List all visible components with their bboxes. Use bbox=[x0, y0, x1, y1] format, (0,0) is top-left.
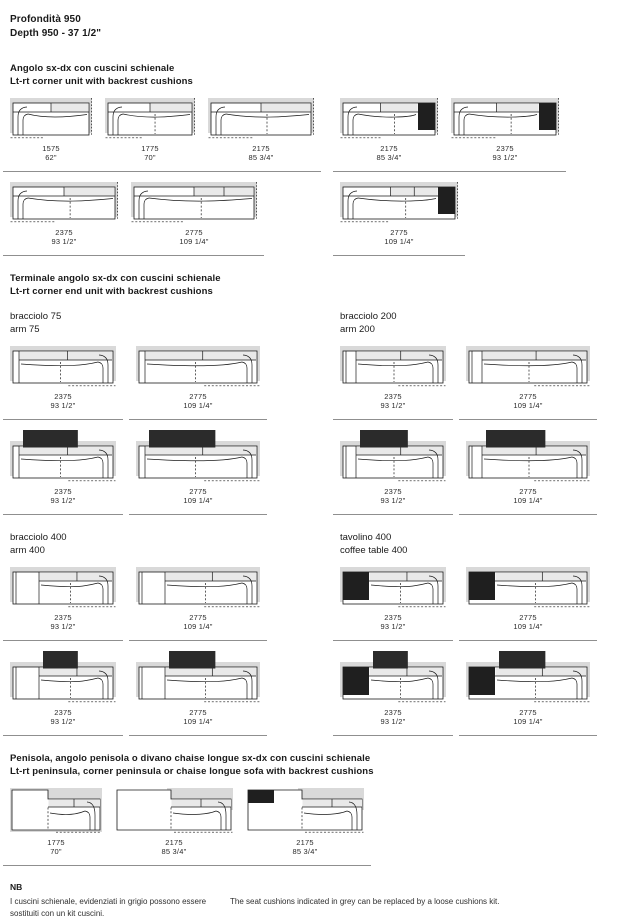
sofa-diagram bbox=[10, 182, 118, 256]
dimension-rule bbox=[333, 514, 453, 515]
dimension-label bbox=[377, 145, 402, 162]
sofa-plan-drawing bbox=[451, 98, 559, 141]
diagram-group bbox=[340, 182, 458, 256]
footnote-nb: NB bbox=[10, 882, 23, 892]
sofa-plan-drawing bbox=[105, 98, 195, 141]
sofa-diagram bbox=[451, 98, 559, 172]
dimension-inches: 109 1/4" bbox=[183, 621, 213, 631]
dimension-mm: 2375 bbox=[55, 228, 73, 237]
diagram-group bbox=[340, 98, 559, 172]
dimension-mm: 2775 bbox=[189, 708, 207, 717]
dimension-mm: 2175 bbox=[380, 144, 398, 153]
sofa-diagram bbox=[340, 182, 458, 256]
sofa-diagram bbox=[10, 346, 116, 420]
variant-label bbox=[340, 531, 610, 557]
diagram-columns bbox=[10, 531, 610, 736]
sofa-plan-drawing bbox=[136, 567, 260, 610]
dimension-mm: 2375 bbox=[54, 613, 72, 622]
dimension-rule bbox=[333, 255, 465, 256]
sofa-plan-drawing bbox=[340, 98, 438, 141]
diagram-row bbox=[340, 567, 610, 641]
dimension-inches: 85 3/4" bbox=[292, 846, 318, 856]
dimension-rule bbox=[108, 865, 240, 866]
dimension-rule bbox=[459, 640, 597, 641]
diagram-row bbox=[10, 182, 610, 256]
section-peninsula bbox=[10, 752, 610, 866]
sofa-diagram bbox=[105, 98, 195, 172]
dimension-mm: 2175 bbox=[165, 838, 183, 847]
dimension-mm: 2775 bbox=[189, 487, 207, 496]
sofa-diagram bbox=[466, 567, 590, 641]
dimension-inches: 70" bbox=[144, 152, 156, 162]
dimension-inches: 109 1/4" bbox=[513, 621, 543, 631]
dimension-mm: 2775 bbox=[189, 392, 207, 401]
dimension-label bbox=[249, 145, 274, 162]
diagram-column bbox=[10, 531, 340, 736]
dimension-rule bbox=[3, 735, 123, 736]
diagram-rows bbox=[10, 788, 610, 866]
dimension-label bbox=[493, 145, 518, 162]
sofa-diagram bbox=[340, 430, 446, 515]
dimension-mm: 2375 bbox=[54, 487, 72, 496]
dimension-label bbox=[381, 709, 406, 726]
section-title-it: Angolo sx-dx con cuscini schienale bbox=[10, 63, 175, 74]
sofa-diagram bbox=[246, 788, 364, 866]
dimension-rule bbox=[129, 640, 267, 641]
dimension-label bbox=[51, 709, 76, 726]
diagram-row bbox=[340, 651, 610, 736]
sofa-plan-drawing bbox=[10, 430, 116, 484]
dimension-label bbox=[513, 488, 542, 505]
footnote bbox=[10, 882, 610, 919]
sofa-plan-drawing bbox=[10, 182, 118, 225]
sofa-plan-drawing bbox=[10, 346, 116, 389]
dimension-label bbox=[52, 229, 77, 246]
dimension-rule bbox=[459, 419, 597, 420]
dimension-label bbox=[179, 229, 208, 246]
sofa-diagram bbox=[466, 651, 590, 736]
dimension-inches: 93 1/2" bbox=[380, 716, 406, 726]
sofa-plan-drawing bbox=[466, 346, 590, 389]
sofa-diagram bbox=[208, 98, 314, 172]
sofa-plan-drawing bbox=[466, 430, 590, 484]
dimension-rule bbox=[3, 255, 125, 256]
sofa-plan-drawing bbox=[246, 788, 364, 835]
dimension-inches: 93 1/2" bbox=[380, 495, 406, 505]
dimension-inches: 62" bbox=[45, 152, 57, 162]
dimension-mm: 2375 bbox=[384, 487, 402, 496]
dimension-label bbox=[384, 229, 413, 246]
dimension-mm: 2775 bbox=[189, 613, 207, 622]
section-title-it: Terminale angolo sx-dx con cuscini schienale bbox=[10, 273, 221, 284]
dimension-rule bbox=[459, 735, 597, 736]
diagram-columns bbox=[10, 310, 610, 515]
dimension-mm: 2375 bbox=[496, 144, 514, 153]
sofa-diagram bbox=[10, 430, 116, 515]
sofa-diagram bbox=[136, 346, 260, 420]
sofa-diagram bbox=[340, 651, 446, 736]
dimension-inches: 93 1/2" bbox=[51, 236, 77, 246]
variant-label bbox=[340, 310, 610, 336]
dimension-rule bbox=[333, 419, 453, 420]
dimension-rule bbox=[124, 255, 264, 256]
dimension-inches: 70" bbox=[50, 846, 62, 856]
diagram-group bbox=[10, 788, 340, 866]
dimension-inches: 93 1/2" bbox=[492, 152, 518, 162]
sofa-plan-drawing bbox=[340, 346, 446, 389]
sofa-diagram bbox=[115, 788, 233, 866]
diagram-row bbox=[340, 346, 610, 420]
section-title-en: Lt-rt peninsula, corner peninsula or chaise longue sofa with backrest cushions bbox=[10, 766, 374, 777]
diagram-row bbox=[10, 567, 340, 641]
sofa-diagram bbox=[10, 567, 116, 641]
sofa-diagram bbox=[340, 98, 438, 172]
section-title-en: Lt-rt corner unit with backrest cushions bbox=[10, 76, 193, 87]
diagram-row bbox=[340, 430, 610, 515]
dimension-rule bbox=[201, 171, 321, 172]
dimension-mm: 2375 bbox=[384, 613, 402, 622]
dimension-rule bbox=[333, 171, 445, 172]
dimension-label bbox=[47, 839, 65, 856]
diagram-group bbox=[10, 182, 340, 256]
footnote-english: The seat cushions indicated in grey can be replaced by a loose cushions kit. bbox=[230, 897, 500, 906]
dimension-label bbox=[183, 488, 212, 505]
sofa-plan-drawing bbox=[131, 182, 257, 225]
dimension-label bbox=[51, 393, 76, 410]
dimension-mm: 2775 bbox=[390, 228, 408, 237]
dimension-rule bbox=[333, 640, 453, 641]
sofa-plan-drawing bbox=[10, 651, 116, 705]
sofa-plan-drawing bbox=[10, 98, 92, 141]
variant-label-it: bracciolo 200 bbox=[340, 311, 397, 322]
dimension-inches: 85 3/4" bbox=[161, 846, 187, 856]
dimension-mm: 2375 bbox=[54, 392, 72, 401]
dimension-rule bbox=[444, 171, 566, 172]
dimension-label bbox=[51, 488, 76, 505]
dimension-inches: 109 1/4" bbox=[179, 236, 209, 246]
dimension-mm: 2375 bbox=[384, 392, 402, 401]
sofa-plan-drawing bbox=[340, 567, 446, 610]
sofa-diagram bbox=[10, 651, 116, 736]
dimension-inches: 85 3/4" bbox=[376, 152, 402, 162]
sofa-plan-drawing bbox=[466, 567, 590, 610]
variant-label bbox=[10, 531, 340, 557]
dimension-mm: 2375 bbox=[54, 708, 72, 717]
diagram-rows bbox=[10, 98, 610, 256]
dimension-label bbox=[293, 839, 318, 856]
dimension-label bbox=[513, 614, 542, 631]
dimension-label bbox=[183, 393, 212, 410]
dimension-rule bbox=[333, 735, 453, 736]
dimension-mm: 2775 bbox=[519, 708, 537, 717]
sofa-plan-drawing bbox=[10, 788, 102, 835]
sofa-plan-drawing bbox=[115, 788, 233, 835]
section-title-en: Lt-rt corner end unit with backrest cushions bbox=[10, 286, 213, 297]
dimension-inches: 109 1/4" bbox=[513, 716, 543, 726]
dimension-mm: 2375 bbox=[384, 708, 402, 717]
dimension-label bbox=[183, 614, 212, 631]
dimension-rule bbox=[3, 419, 123, 420]
dimension-mm: 2775 bbox=[519, 613, 537, 622]
dimension-rule bbox=[459, 514, 597, 515]
sofa-plan-drawing bbox=[340, 182, 458, 225]
sofa-diagram bbox=[136, 430, 260, 515]
dimension-label bbox=[381, 393, 406, 410]
sofa-diagram bbox=[136, 567, 260, 641]
dimension-label bbox=[513, 709, 542, 726]
dimension-inches: 109 1/4" bbox=[183, 495, 213, 505]
dimension-mm: 1775 bbox=[141, 144, 159, 153]
dimension-rule bbox=[129, 735, 267, 736]
dimension-inches: 109 1/4" bbox=[384, 236, 414, 246]
variant-label-en: arm 200 bbox=[340, 324, 375, 335]
dimension-label bbox=[162, 839, 187, 856]
dimension-rule bbox=[3, 865, 109, 866]
sofa-plan-drawing bbox=[208, 98, 314, 141]
sofa-plan-drawing bbox=[136, 651, 260, 705]
diagram-row bbox=[10, 346, 340, 420]
dimension-label bbox=[141, 145, 159, 162]
dimension-inches: 93 1/2" bbox=[380, 400, 406, 410]
page-title-en: Depth 950 - 37 1/2" bbox=[10, 27, 102, 39]
dimension-label bbox=[513, 393, 542, 410]
page-header bbox=[10, 13, 610, 40]
dimension-rule bbox=[129, 514, 267, 515]
dimension-inches: 93 1/2" bbox=[380, 621, 406, 631]
sofa-diagram bbox=[340, 346, 446, 420]
section-corner-end-unit bbox=[10, 272, 610, 515]
dimension-inches: 109 1/4" bbox=[513, 495, 543, 505]
sofa-plan-drawing bbox=[466, 651, 590, 705]
dimension-inches: 109 1/4" bbox=[513, 400, 543, 410]
dimension-rule bbox=[3, 640, 123, 641]
variant-label-en: coffee table 400 bbox=[340, 545, 408, 556]
dimension-inches: 109 1/4" bbox=[183, 400, 213, 410]
sofa-diagram bbox=[136, 651, 260, 736]
variant-label-it: bracciolo 400 bbox=[10, 532, 67, 543]
dimension-rule bbox=[3, 171, 99, 172]
variant-label-en: arm 400 bbox=[10, 545, 45, 556]
variant-label-it: bracciolo 75 bbox=[10, 311, 62, 322]
variant-label bbox=[10, 310, 340, 336]
diagram-row bbox=[10, 651, 340, 736]
diagram-column bbox=[340, 531, 610, 736]
section-arm-400 bbox=[10, 531, 610, 736]
diagram-column bbox=[340, 310, 610, 515]
sofa-plan-drawing bbox=[340, 651, 446, 705]
dimension-label bbox=[42, 145, 60, 162]
dimension-mm: 2775 bbox=[185, 228, 203, 237]
sofa-plan-drawing bbox=[340, 430, 446, 484]
dimension-label bbox=[381, 614, 406, 631]
sofa-plan-drawing bbox=[10, 567, 116, 610]
dimension-inches: 93 1/2" bbox=[50, 400, 76, 410]
diagram-column bbox=[10, 310, 340, 515]
footnote-italian: I cuscini schienale, evidenziati in grigio possono essere sostituiti con un kit cuscini. bbox=[10, 897, 207, 918]
diagram-group bbox=[10, 98, 340, 172]
dimension-mm: 2775 bbox=[519, 487, 537, 496]
dimension-mm: 2175 bbox=[252, 144, 270, 153]
dimension-mm: 1575 bbox=[42, 144, 60, 153]
dimension-inches: 93 1/2" bbox=[50, 495, 76, 505]
sofa-diagram bbox=[10, 98, 92, 172]
sofa-plan-drawing bbox=[136, 430, 260, 484]
sofa-diagram bbox=[466, 346, 590, 420]
dimension-label bbox=[183, 709, 212, 726]
dimension-mm: 2775 bbox=[519, 392, 537, 401]
dimension-mm: 2175 bbox=[296, 838, 314, 847]
sofa-diagram bbox=[10, 788, 102, 866]
dimension-inches: 85 3/4" bbox=[248, 152, 274, 162]
dimension-inches: 93 1/2" bbox=[50, 716, 76, 726]
section-title-it: Penisola, angolo penisola o divano chaise longue sx-dx con cuscini schienale bbox=[10, 753, 371, 764]
dimension-rule bbox=[98, 171, 202, 172]
page-title-it: Profondità 950 bbox=[10, 14, 81, 25]
dimension-mm: 1775 bbox=[47, 838, 65, 847]
dimension-label bbox=[381, 488, 406, 505]
sofa-diagram bbox=[131, 182, 257, 256]
diagram-row bbox=[10, 788, 610, 866]
section-corner-unit bbox=[10, 62, 610, 256]
dimension-rule bbox=[129, 419, 267, 420]
diagram-row bbox=[10, 98, 610, 172]
diagram-row bbox=[10, 430, 340, 515]
sofa-plan-drawing bbox=[136, 346, 260, 389]
dimension-label bbox=[51, 614, 76, 631]
sofa-diagram bbox=[466, 430, 590, 515]
dimension-inches: 109 1/4" bbox=[183, 716, 213, 726]
dimension-inches: 93 1/2" bbox=[50, 621, 76, 631]
dimension-rule bbox=[3, 514, 123, 515]
variant-label-en: arm 75 bbox=[10, 324, 40, 335]
dimension-rule bbox=[239, 865, 371, 866]
variant-label-it: tavolino 400 bbox=[340, 532, 392, 543]
sofa-diagram bbox=[340, 567, 446, 641]
